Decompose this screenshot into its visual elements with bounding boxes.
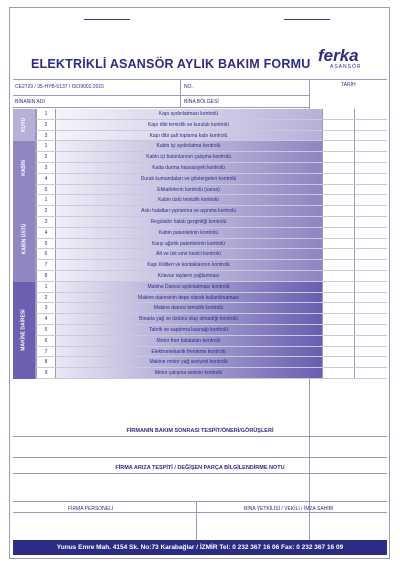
ok-checkbox-cell[interactable] — [322, 152, 355, 162]
change-checkbox-cell[interactable] — [354, 217, 388, 227]
ok-checkbox-cell[interactable] — [322, 271, 355, 281]
section-divider — [13, 457, 387, 458]
checklist-row — [13, 109, 387, 120]
signature-divider — [196, 501, 197, 540]
ok-checkbox-cell[interactable] — [322, 325, 355, 335]
ok-checkbox-cell[interactable] — [322, 217, 355, 227]
change-checkbox-cell[interactable] — [354, 368, 388, 378]
building-region-label: BİNA BÖLGESİ — [184, 99, 219, 105]
checklist-item-label: Kapı aydınlatması kontrolü — [158, 111, 219, 117]
row-number: 1 — [36, 282, 56, 292]
header-divider — [13, 107, 309, 108]
change-checkbox-cell[interactable] — [354, 163, 388, 173]
row-number: 7 — [36, 260, 56, 270]
checklist-item-label: Kabin üstü temizlik kontrolü — [158, 197, 219, 204]
ok-checkbox-cell[interactable] — [322, 347, 355, 357]
checklist-item-label: Kapı dibi temizlik ve kuruluk kontrolü — [148, 121, 229, 128]
checklist-item-label: Karşı ağırlık patenlerinin kontrolü — [151, 240, 226, 247]
checklist-item-label: Kapı Kilitleri ve kontaklarının kontrolü — [147, 262, 230, 269]
ok-checkbox-cell[interactable] — [322, 368, 355, 378]
section-divider — [13, 501, 387, 502]
row-number: 5 — [36, 325, 56, 335]
checklist-row — [13, 357, 387, 368]
row-number: 2 — [36, 206, 56, 216]
checklist-row — [13, 163, 387, 174]
checklist-row — [13, 249, 387, 260]
row-number: 2 — [36, 120, 56, 130]
checklist-row — [13, 195, 387, 206]
row-number: 3 — [36, 217, 56, 227]
section-label-text: KUYU — [20, 118, 27, 133]
section-divider — [13, 473, 387, 474]
checklist-row — [13, 271, 387, 282]
building-official-signature-label: BİNA YETKİLİSİ / VEKİLİ / İMZA SAHİBİ — [244, 506, 334, 512]
ok-checkbox-cell[interactable] — [322, 249, 355, 259]
header-divider — [13, 79, 387, 80]
ok-checkbox-cell[interactable] — [322, 260, 355, 270]
checklist-row — [13, 228, 387, 239]
checklist-item-label: Motor fren balataları kontrolü — [156, 337, 221, 344]
section-label — [13, 195, 36, 281]
ok-checkbox-cell[interactable] — [322, 357, 355, 367]
change-checkbox-cell[interactable] — [354, 120, 388, 130]
checklist-item-label: Makine dairesinin depo olarak kullanılmaması — [137, 294, 240, 301]
change-checkbox-cell[interactable] — [354, 282, 388, 292]
ok-checkbox-cell[interactable] — [322, 163, 355, 173]
ok-checkbox-cell[interactable] — [322, 293, 355, 303]
change-checkbox-cell[interactable] — [354, 357, 388, 367]
signature-header-divider — [13, 512, 387, 513]
row-number: 4 — [36, 314, 56, 324]
row-number: 3 — [36, 131, 56, 141]
logo-subtitle: ASANSÖR — [330, 64, 362, 70]
row-number: 5 — [36, 185, 56, 195]
section-label — [13, 109, 36, 141]
checklist-item-label: Kabin patenlerinin kontrolü — [158, 229, 219, 236]
change-checkbox-cell[interactable] — [354, 131, 388, 141]
row-number: 9 — [36, 368, 56, 378]
fault-section-title: FİRMANIN BAKIM SONRASI TESPİT/ÖNERİ/GÖRÜŞLERİ — [126, 428, 274, 434]
section-label-text: KABİN ÜSTÜ — [21, 223, 27, 254]
row-number: 2 — [36, 152, 56, 162]
checklist-item-label: Binada yağ ve üstünü olup olmadığı kontrolü — [139, 316, 238, 323]
parts-section-title: FİRMA ARIZA TESPİTİ / DEĞİŞEN PARÇA BİLGİLENDİRME NOTU — [115, 465, 285, 471]
date-label: TARİH — [341, 82, 356, 88]
section-label — [13, 141, 36, 195]
header-divider — [180, 80, 181, 107]
building-name-label: BİNANIN ADI — [15, 99, 45, 105]
number-label: NO. — [184, 84, 193, 90]
checklist-item-label: Kılavuz rayların yağlanması — [157, 273, 220, 279]
section-divider — [13, 436, 387, 437]
row-number: 1 — [36, 195, 56, 205]
company-logo — [318, 47, 378, 70]
row-number: 5 — [36, 239, 56, 249]
checklist-item-label: Kapı dibi şalt toplama kabı kontrolü — [149, 132, 228, 139]
change-checkbox-cell[interactable] — [354, 293, 388, 303]
row-number: 1 — [36, 141, 56, 151]
logo-brand: ferka — [318, 46, 359, 65]
change-checkbox-cell[interactable] — [354, 109, 388, 119]
checklist-item-label: Kabin içi butonlarının çalışma kontrolü — [146, 154, 231, 161]
change-checkbox-cell[interactable] — [354, 249, 388, 259]
checklist-row — [13, 206, 387, 217]
checklist-item-label: Makine dairesi temizlik kontrolü — [153, 305, 224, 312]
change-checkbox-cell[interactable] — [354, 239, 388, 249]
checklist-item-label: Tahrik ve saptırma kasnağı kontrolü — [149, 327, 228, 333]
row-number: 7 — [36, 347, 56, 357]
staff-signature-label: FİRMA PERSONELİ — [68, 506, 114, 512]
checklist-item-label: Durak kumandaları ve göstergeleri kontrolü — [140, 175, 237, 182]
checklist-row — [13, 152, 387, 163]
ok-checkbox-cell[interactable] — [322, 336, 355, 346]
checklist-row — [13, 185, 387, 196]
ok-checkbox-cell[interactable] — [322, 185, 355, 195]
checklist-row — [13, 120, 387, 131]
checklist-row — [13, 336, 387, 347]
checklist-item-label: Motor çalışma sesinin kontrolü — [154, 370, 223, 377]
row-number: 4 — [36, 174, 56, 184]
change-checkbox-cell[interactable] — [354, 141, 388, 151]
checklist-row — [13, 293, 387, 304]
checklist-row — [13, 217, 387, 228]
change-checkbox-cell[interactable] — [354, 206, 388, 216]
checklist-row — [13, 131, 387, 142]
change-checkbox-cell[interactable] — [354, 152, 388, 162]
checklist-item-label: Alt ve üst sınır kesici kontrolü — [156, 251, 221, 258]
checklist-row — [13, 260, 387, 271]
change-checkbox-cell[interactable] — [354, 260, 388, 270]
change-checkbox-cell[interactable] — [354, 174, 388, 184]
checklist-item-label: Kabin içi aydınlatma kontrolü — [156, 143, 221, 150]
ok-checkbox-cell[interactable] — [322, 206, 355, 216]
row-number: 3 — [36, 303, 56, 313]
ok-checkbox-cell[interactable] — [322, 314, 355, 324]
ok-checkbox-cell[interactable] — [322, 141, 355, 151]
change-checkbox-cell[interactable] — [354, 185, 388, 195]
header-divider — [13, 95, 309, 96]
row-number: 2 — [36, 293, 56, 303]
checklist-row — [13, 368, 387, 379]
change-checkbox-cell[interactable] — [354, 336, 388, 346]
ok-checkbox-cell[interactable] — [322, 195, 355, 205]
checklist-row — [13, 174, 387, 185]
ok-checkbox-cell[interactable] — [322, 239, 355, 249]
checklist-item-label: Regülatör halatı gerginliği kontrolü — [150, 219, 227, 225]
row-number: 1 — [36, 109, 56, 119]
ok-checkbox-cell[interactable] — [322, 131, 355, 141]
row-number: 6 — [36, 249, 56, 259]
row-number: 8 — [36, 357, 56, 367]
checklist-row — [13, 141, 387, 152]
row-number: 4 — [36, 228, 56, 238]
row-number: 8 — [36, 271, 56, 281]
checklist-row — [13, 347, 387, 358]
top-decoration-line-right — [284, 19, 330, 20]
section-label-text: KABİN — [21, 160, 27, 177]
checklist-item-label: Elektromekanik frenleme kontrolü — [151, 348, 226, 355]
section-label — [13, 282, 36, 379]
change-checkbox-cell[interactable] — [354, 195, 388, 205]
row-number: 6 — [36, 336, 56, 346]
change-checkbox-cell[interactable] — [354, 347, 388, 357]
change-checkbox-cell[interactable] — [354, 325, 388, 335]
section-label-text: MAKİNE DAİRESİ — [21, 309, 27, 352]
checklist-item-label: Ekitatörlerin kontrolü (varsa) — [157, 186, 220, 193]
change-checkbox-cell[interactable] — [354, 228, 388, 238]
footer-address-bar: Yunus Emre Mah. 4154 Sk. No:73 Karabağlar / İZMİR Tel: 0 232 367 16 06 Fax: 0 232 367 16 09 — [13, 540, 387, 555]
ok-checkbox-cell[interactable] — [322, 228, 355, 238]
checklist-row — [13, 239, 387, 250]
ok-checkbox-cell[interactable] — [322, 109, 355, 119]
checklist-row — [13, 303, 387, 314]
ok-checkbox-cell[interactable] — [322, 282, 355, 292]
change-checkbox-cell[interactable] — [354, 271, 388, 281]
top-decoration-line-left — [84, 19, 130, 20]
change-checkbox-cell[interactable] — [354, 314, 388, 324]
document-code: CE2729 / 35-HYB-5137 / ISO9001:2015 — [15, 84, 104, 90]
form-title: ELEKTRİKLİ ASANSÖR AYLIK BAKIM FORMU — [31, 57, 311, 71]
ok-checkbox-cell[interactable] — [322, 174, 355, 184]
row-number: 3 — [36, 163, 56, 173]
checklist-row — [13, 325, 387, 336]
change-checkbox-cell[interactable] — [354, 303, 388, 313]
checklist-item-label: Askı halatları yıpranma ve aşınma kontrolü — [141, 208, 236, 215]
checklist-row — [13, 282, 387, 293]
checklist-item-label: Makine Dairesi aydınlatması kontrolü — [147, 283, 230, 290]
checklist-row — [13, 314, 387, 325]
ok-checkbox-cell[interactable] — [322, 303, 355, 313]
ok-checkbox-cell[interactable] — [322, 120, 355, 130]
checklist-item-label: Katta durma hassasiyeti kontrolü — [152, 165, 225, 171]
checklist-item-label: Makine motor yağ seviyesi kontrolü — [149, 359, 228, 366]
